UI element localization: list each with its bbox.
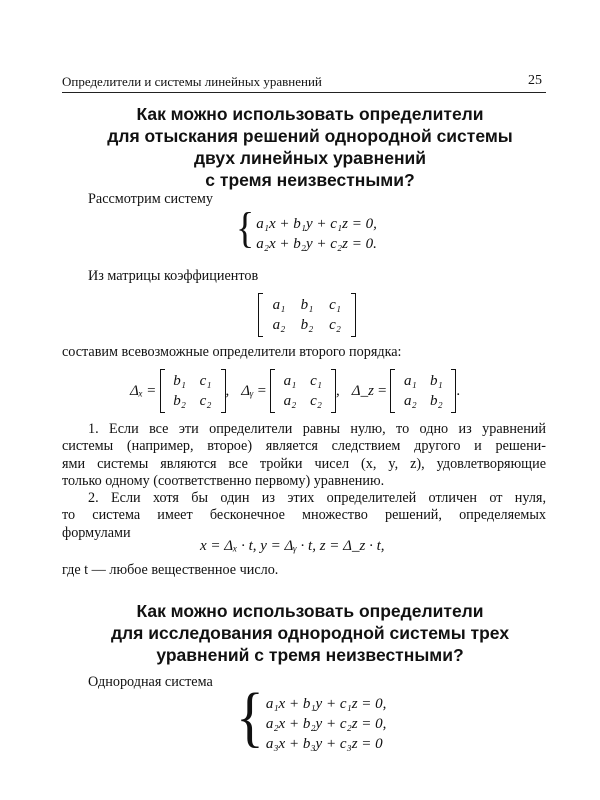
matrix-cell: c₂ [310, 393, 322, 409]
heading-line: уравнений с тремя неизвестными? [156, 645, 464, 665]
page-number: 25 [528, 73, 542, 88]
matrix-cell: c₁ [199, 373, 212, 389]
matrix-cell: b₁ [430, 373, 443, 389]
matrix-cell: c₂ [199, 393, 212, 409]
equation: a₁x + b₁y + c₁z = 0, [265, 696, 387, 712]
matrix-cell: b₂ [430, 393, 443, 409]
section2-intro: Однородная система [88, 674, 213, 690]
solution-formula: x = Δₓ · t, y = Δᵧ · t, z = Δ_z · t, [200, 538, 385, 554]
matrix-cell: a₁ [283, 373, 297, 389]
matrix-cell: c₁ [310, 373, 322, 389]
equation: a₁x + b₁y + c₁z = 0, [256, 216, 377, 232]
equals-sign: = [257, 382, 267, 399]
delta-z-label: Δ_z [351, 382, 374, 399]
left-brace: { [236, 679, 264, 754]
heading-line: Как можно использовать определители [136, 601, 484, 621]
header-rule [62, 92, 546, 93]
system-3-equations [236, 679, 387, 754]
heading-line: с тремя неизвестными? [205, 170, 415, 190]
matrix-cell: b₁ [300, 297, 314, 313]
delta-x-label: Δₓ [130, 382, 144, 399]
determinants-intro: составим всевозможные определители второго порядка: [62, 344, 402, 360]
system-2-equations [236, 204, 377, 254]
text-line: формулами [62, 524, 131, 541]
text-line: 2. Если хотя бы один из этих определителей отличен от нуля, [88, 490, 546, 506]
equals-sign: = [147, 382, 156, 399]
running-title: Определители и системы линейных уравнений [62, 74, 322, 89]
separator: , [225, 382, 230, 399]
coefficient-matrix [258, 293, 356, 337]
equation: a₂x + b₂y + c₂z = 0, [265, 716, 387, 732]
matrix-cell: b₂ [173, 393, 186, 409]
heading-line: для отыскания решений однородной системы [107, 126, 513, 146]
matrix-cell: a₁ [404, 373, 417, 389]
section2-heading [40, 600, 580, 666]
text-line: 1. Если все эти определители равны нулю, то одно из уравнений [88, 421, 546, 437]
equals-sign: = [377, 382, 387, 399]
equation: a₃x + b₃y + c₃z = 0 [265, 736, 383, 752]
matrix-cell: b₂ [300, 317, 314, 333]
matrix-cell: c₁ [329, 297, 341, 313]
point-2-paragraph [62, 490, 546, 542]
section1-heading [40, 103, 580, 191]
matrix-cell: a₂ [283, 393, 297, 409]
delta-y-label: Δᵧ [241, 382, 254, 399]
text-line: ями системы являются все тройки чисел (x, y, z), удовлетворяющие [62, 455, 546, 472]
matrix-cell: b₁ [173, 373, 186, 389]
matrix-cell: a₁ [272, 297, 286, 313]
matrix-cell: a₂ [272, 317, 286, 333]
separator: . [456, 382, 461, 399]
matrix-intro: Из матрицы коэффициентов [88, 268, 259, 284]
heading-line: Как можно использовать определители [136, 104, 484, 124]
text-line: только одному (соответственно первому) уравнению. [62, 473, 385, 490]
text-line: то система имеет бесконечное множество решений, определяемых [62, 507, 546, 524]
matrix-cell: a₂ [404, 393, 417, 409]
text-line: системы (например, второе) является следствием другого и решени- [62, 438, 546, 455]
heading-line: двух линейных уравнений [193, 148, 427, 168]
determinants-row [130, 369, 460, 413]
matrix-cell: c₂ [329, 317, 341, 333]
left-brace: { [236, 204, 255, 253]
equation: a₂x + b₂y + c₂z = 0. [256, 236, 377, 252]
heading-line: для исследования однородной системы трех [110, 623, 510, 643]
closing-line: где t — любое вещественное число. [62, 562, 279, 578]
separator: , [336, 382, 340, 399]
section1-intro: Рассмотрим систему [88, 191, 214, 207]
point-1-paragraph [62, 421, 546, 491]
